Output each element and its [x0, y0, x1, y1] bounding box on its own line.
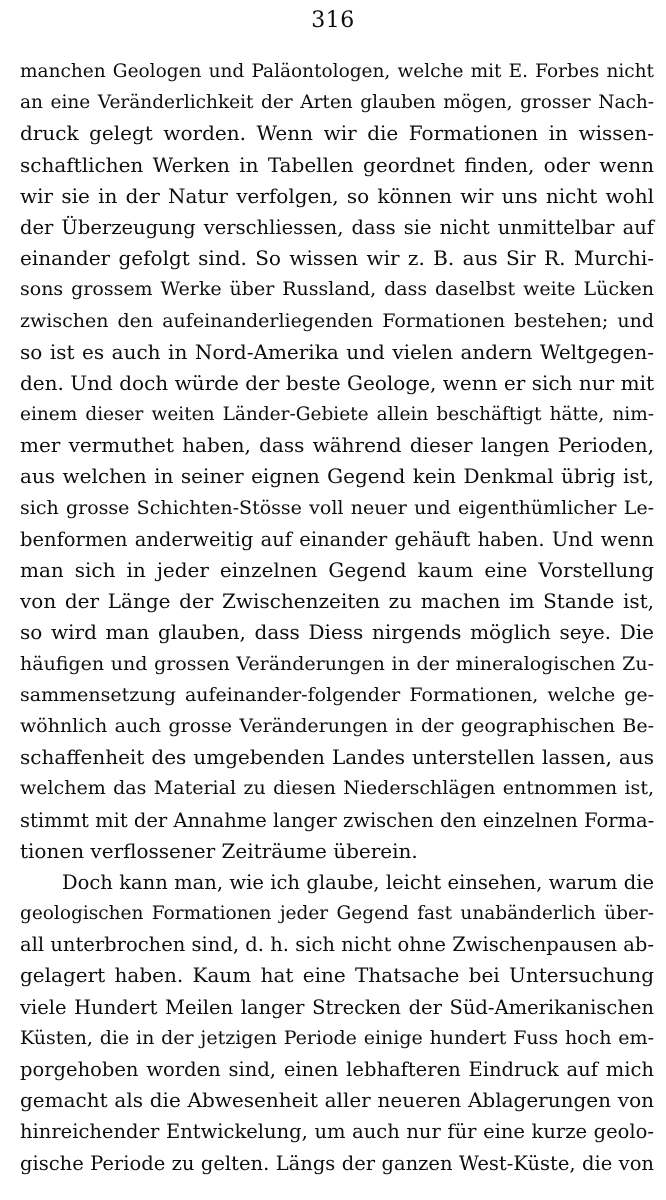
text-line: so ist es auch in Nord-Amerika und vielen andern Weltgegen-: [20, 339, 654, 364]
text-line: Küsten, die in der jetzigen Periode einige hundert Fuss hoch em-: [20, 1026, 654, 1049]
text-line: mer vermuthet haben, dass während dieser langen Perioden,: [20, 433, 654, 458]
text-line: gelagert haben. Kaum hat eine Thatsache bei Untersuchung: [20, 963, 654, 988]
text-line: schaffenheit des umgebenden Landes unterstellen lassen, aus: [20, 745, 654, 770]
text-line: gische Periode zu gelten. Längs der ganzen West-Küste, die von: [20, 1151, 654, 1175]
text-line: an eine Veränderlichkeit der Arten glauben mögen, grosser Nach-: [20, 92, 654, 114]
text-line: von der Länge der Zwischenzeiten zu machen im Stande ist,: [20, 589, 654, 614]
text-line: stimmt mit der Annahme langer zwischen den einzelnen Forma-: [20, 808, 655, 832]
text-line: aus welchen in seiner eignen Gegend kein Denkmal übrig ist,: [20, 464, 654, 489]
paragraph-end-line: tionen verflossener Zeiträume überein.: [20, 838, 418, 863]
text-line: schaftlichen Werken in Tabellen geordnet finden, oder wenn: [20, 152, 654, 177]
text-line: wir sie in der Natur verfolgen, so können wir uns nicht wohl: [20, 183, 654, 208]
text-line: wöhnlich auch grosse Veränderungen in der geographischen Be-: [20, 714, 654, 737]
text-line: benformen anderweitig auf einander gehäuft haben. Und wenn: [20, 527, 654, 551]
text-line: häufigen und grossen Veränderungen in der mineralogischen Zu-: [20, 652, 654, 675]
text-line: welchem das Material zu diesen Niederschlägen entnommen ist,: [20, 777, 654, 800]
text-line: sich grosse Schichten-Stösse voll neuer und eigenthümlicher Le-: [20, 496, 654, 519]
text-line: den. Und doch würde der beste Geologe, wenn er sich nur mit: [20, 370, 654, 395]
text-line: zwischen den aufeinanderliegenden Formationen bestehen; und: [20, 309, 654, 332]
text-line: sons grossem Werke über Russland, dass daselbst weite Lücken: [20, 278, 654, 301]
text-line: einander gefolgt sind. So wissen wir z. B. aus Sir R. Murchi-: [20, 246, 654, 271]
text-line: porgehoben worden sind, einen lebhafteren Eindruck auf mich: [20, 1058, 654, 1081]
text-line: druck gelegt worden. Wenn wir die Formationen in wissen-: [20, 121, 654, 146]
text-line: einem dieser weiten Länder-Gebiete allein beschäftigt hätte, nim-: [20, 404, 654, 426]
text-line: gemacht als die Abwesenheit aller neueren Ablagerungen von: [20, 1088, 654, 1113]
text-line: viele Hundert Meilen langer Strecken der Süd-Amerikanischen: [20, 995, 654, 1019]
text-line: manchen Geologen und Paläontologen, welche mit E. Forbes nicht: [20, 61, 654, 82]
body-text: [20, 56, 654, 1179]
text-line: geologischen Formationen jeder Gegend fast unabänderlich über-: [20, 903, 654, 925]
text-line: hinreichender Entwickelung, um auch nur für eine kurze geolo-: [20, 1120, 654, 1144]
text-line: der Überzeugung verschliessen, dass sie nicht unmittelbar auf: [20, 215, 654, 239]
text-line: sammensetzung aufeinander-folgender Formationen, welche ge-: [20, 683, 654, 706]
text-line: all unterbrochen sind, d. h. sich nicht ohne Zwischenpausen ab-: [20, 933, 654, 957]
text-line: so wird man glauben, dass Diess nirgends möglich seye. Die: [20, 620, 654, 645]
page-number: 316: [311, 8, 355, 33]
text-line: man sich in jeder einzelnen Gegend kaum eine Vorstellung: [20, 558, 654, 582]
paragraph-start-line: Doch kann man, wie ich glaube, leicht einsehen, warum die: [62, 870, 654, 894]
